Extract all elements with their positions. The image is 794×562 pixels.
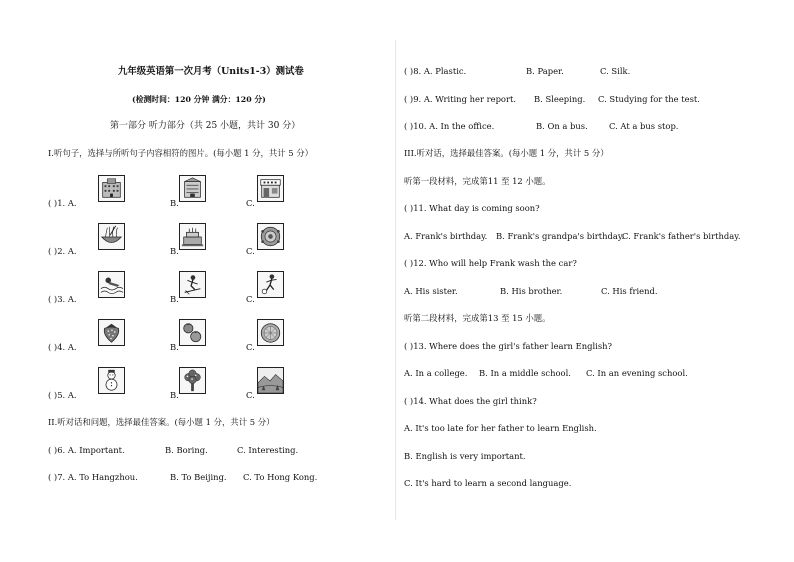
column-divider bbox=[395, 40, 396, 520]
q11-label: ( )11. What day is coming soon? bbox=[404, 203, 540, 213]
q1-option-c: C. bbox=[246, 198, 255, 208]
q9-option-c: C. Studying for the test. bbox=[598, 94, 700, 104]
q4-option-c: C. bbox=[246, 342, 255, 352]
q14-option-a: A. It's too late for her father to learn English. bbox=[404, 423, 597, 433]
q10-option-b: B. On a bus. bbox=[536, 121, 588, 131]
landscape-icon bbox=[257, 367, 284, 394]
birthday-cake-icon bbox=[179, 223, 206, 250]
q10-label: ( )10. A. In the office. bbox=[404, 121, 495, 131]
q2-label: ( )2. A. bbox=[48, 246, 77, 256]
q5-option-b: B. bbox=[170, 390, 179, 400]
q1-label: ( )1. A. bbox=[48, 198, 77, 208]
q4-label: ( )4. A. bbox=[48, 342, 77, 352]
q14-option-c: C. It's hard to learn a second language. bbox=[404, 478, 572, 488]
exam-title: 九年级英语第一次月考（Units1-3）测试卷 bbox=[118, 66, 304, 77]
section3-instruction: III.听对话，选择最佳答案。(每小题 1 分，共计 5 分） bbox=[404, 148, 609, 158]
snowman-icon bbox=[98, 367, 125, 394]
q14-label: ( )14. What does the girl think? bbox=[404, 396, 537, 406]
skiing-icon bbox=[179, 271, 206, 298]
exam-subtitle: (检测时间：120 分钟 满分：120 分) bbox=[132, 95, 266, 104]
q11-option-a: A. Frank's birthday. bbox=[404, 231, 488, 241]
q8-option-c: C. Silk. bbox=[600, 66, 631, 76]
q8-option-b: B. Paper. bbox=[526, 66, 564, 76]
q12-option-c: C. His friend. bbox=[601, 286, 658, 296]
q8-label: ( )8. A. Plastic. bbox=[404, 66, 467, 76]
q13-option-b: B. In a middle school. bbox=[479, 368, 571, 378]
q11-option-b: B. Frank's grandpa's birthday. bbox=[496, 231, 625, 241]
q6-label: ( )6. A. Important. bbox=[48, 445, 125, 455]
q7-option-b: B. To Beijing. bbox=[170, 472, 227, 482]
q3-label: ( )3. A. bbox=[48, 294, 77, 304]
q3-option-b: B. bbox=[170, 294, 179, 304]
q12-label: ( )12. Who will help Frank wash the car? bbox=[404, 258, 577, 268]
q5-label: ( )5. A. bbox=[48, 390, 77, 400]
q14-option-b: B. English is very important. bbox=[404, 451, 526, 461]
q9-option-b: B. Sleeping. bbox=[534, 94, 586, 104]
q4-option-b: B. bbox=[170, 342, 179, 352]
q6-option-c: C. Interesting. bbox=[237, 445, 299, 455]
noodles-icon bbox=[98, 223, 125, 250]
orange-icon bbox=[257, 319, 284, 346]
tree-icon bbox=[179, 367, 206, 394]
q10-option-c: C. At a bus stop. bbox=[609, 121, 679, 131]
q6-option-b: B. Boring. bbox=[165, 445, 208, 455]
strawberry-icon bbox=[98, 319, 125, 346]
mooncake-icon bbox=[257, 223, 284, 250]
q13-option-a: A. In a college. bbox=[404, 368, 468, 378]
football-player-icon bbox=[257, 271, 284, 298]
building-icon bbox=[98, 175, 125, 202]
q2-option-c: C. bbox=[246, 246, 255, 256]
hospital-icon bbox=[179, 175, 206, 202]
q11-option-c: C. Frank's father's birthday. bbox=[622, 231, 741, 241]
q9-label: ( )9. A. Writing her report. bbox=[404, 94, 517, 104]
material1-note: 听第一段材料，完成第11 至 12 小题。 bbox=[404, 176, 551, 186]
part1-title: 第一部分 听力部分（共 25 小题，共计 30 分） bbox=[110, 121, 301, 131]
section2-instruction: II.听对话和问题，选择最佳答案。(每小题 1 分，共计 5 分） bbox=[48, 417, 275, 427]
tomatoes-icon bbox=[179, 319, 206, 346]
q13-label: ( )13. Where does the girl's father learn English? bbox=[404, 341, 613, 351]
q13-option-c: C. In an evening school. bbox=[586, 368, 688, 378]
material2-note: 听第二段材料，完成第13 至 15 小题。 bbox=[404, 313, 551, 323]
q7-option-c: C. To Hong Kong. bbox=[243, 472, 318, 482]
q12-option-a: A. His sister. bbox=[404, 286, 458, 296]
section1-instruction: I.听句子，选择与所听句子内容相符的图片。(每小题 1 分，共计 5 分） bbox=[48, 148, 314, 158]
q3-option-c: C. bbox=[246, 294, 255, 304]
q2-option-b: B. bbox=[170, 246, 179, 256]
q7-label: ( )7. A. To Hangzhou. bbox=[48, 472, 138, 482]
swimming-icon bbox=[98, 271, 125, 298]
q12-option-b: B. His brother. bbox=[500, 286, 563, 296]
q1-option-b: B. bbox=[170, 198, 179, 208]
store-icon bbox=[257, 175, 284, 202]
q5-option-c: C. bbox=[246, 390, 255, 400]
